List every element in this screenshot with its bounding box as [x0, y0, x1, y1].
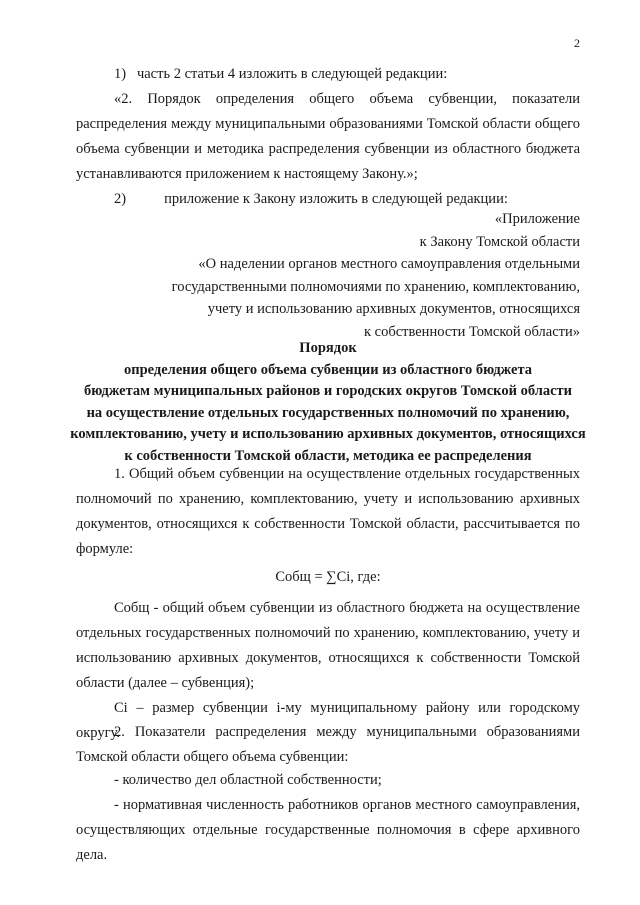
paragraph-6: - нормативная численность работников органов местного самоуправления, осуществляющих отдельные государственные полномочия в сфере архивного дела.: [76, 797, 580, 863]
title-line-3: бюджетам муниципальных районов и городских округов Томской области: [83, 383, 573, 399]
title-line-6: к собственности Томской области, методика ее распределения: [124, 447, 532, 464]
appendix-line-5: учету и использованию архивных документов, относящихся: [207, 301, 580, 317]
appendix-line-3: «О наделении органов местного самоуправления отдельными: [198, 256, 580, 272]
document-title: [70, 338, 586, 467]
formula: Собщ = ∑Сi, где:: [275, 569, 381, 585]
title-line-5: комплектованию, учету и использованию архивных документов, относящихся: [70, 426, 586, 442]
paragraph-1: 1. Общий объем субвенции на осуществление отдельных государственных полномочий по хранению, комплектованию, учету и использованию архивных документов, относящихся к собственности Томской области, рассчитывается по формуле:: [76, 466, 580, 557]
appendix-line-1: «Приложение: [494, 211, 580, 227]
title-line-4: на осуществление отдельных государственных полномочий по хранению,: [86, 404, 570, 421]
appendix-line-6: к собственности Томской области»: [363, 323, 580, 340]
item-2-text: приложение к Закону изложить в следующей редакции:: [164, 191, 508, 207]
appendix-line-4: государственными полномочиями по хранению, комплектованию,: [171, 278, 580, 295]
title-line-2: определения общего объема субвенции из областного бюджета: [124, 361, 532, 378]
paragraph-2: Собщ - общий объем субвенции из областного бюджета на осуществление отдельных государственных полномочий по хранению, комплектованию, учету и использованию архивных документов, относящихся к собственности Томской области (далее – субвенция);: [76, 600, 580, 691]
item-1-text: «2. Порядок определения общего объема субвенции, показатели распределения между муниципальными образованиями Томской области общего объема субвенции и методика распределения субвенции из областного бюджета устанавливаются приложением к настоящему Закону.»;: [76, 91, 580, 182]
item-2-number: 2): [114, 191, 127, 207]
item-1: 1) часть 2 статьи 4 изложить в следующей редакции:: [114, 66, 448, 82]
paragraph-3: Сi – размер субвенции i-му муниципальному району или городскому округу.: [76, 700, 580, 741]
paragraph-4: 2. Показатели распределения между муниципальными образованиями Томской области общего объема субвенции:: [76, 724, 580, 765]
title-line-1: Порядок: [299, 340, 357, 356]
page-number: 2: [574, 36, 580, 50]
appendix-line-2: к Закону Томской области: [419, 233, 580, 250]
paragraph-5: - количество дел областной собственности;: [114, 772, 382, 788]
appendix-header: [76, 208, 580, 343]
